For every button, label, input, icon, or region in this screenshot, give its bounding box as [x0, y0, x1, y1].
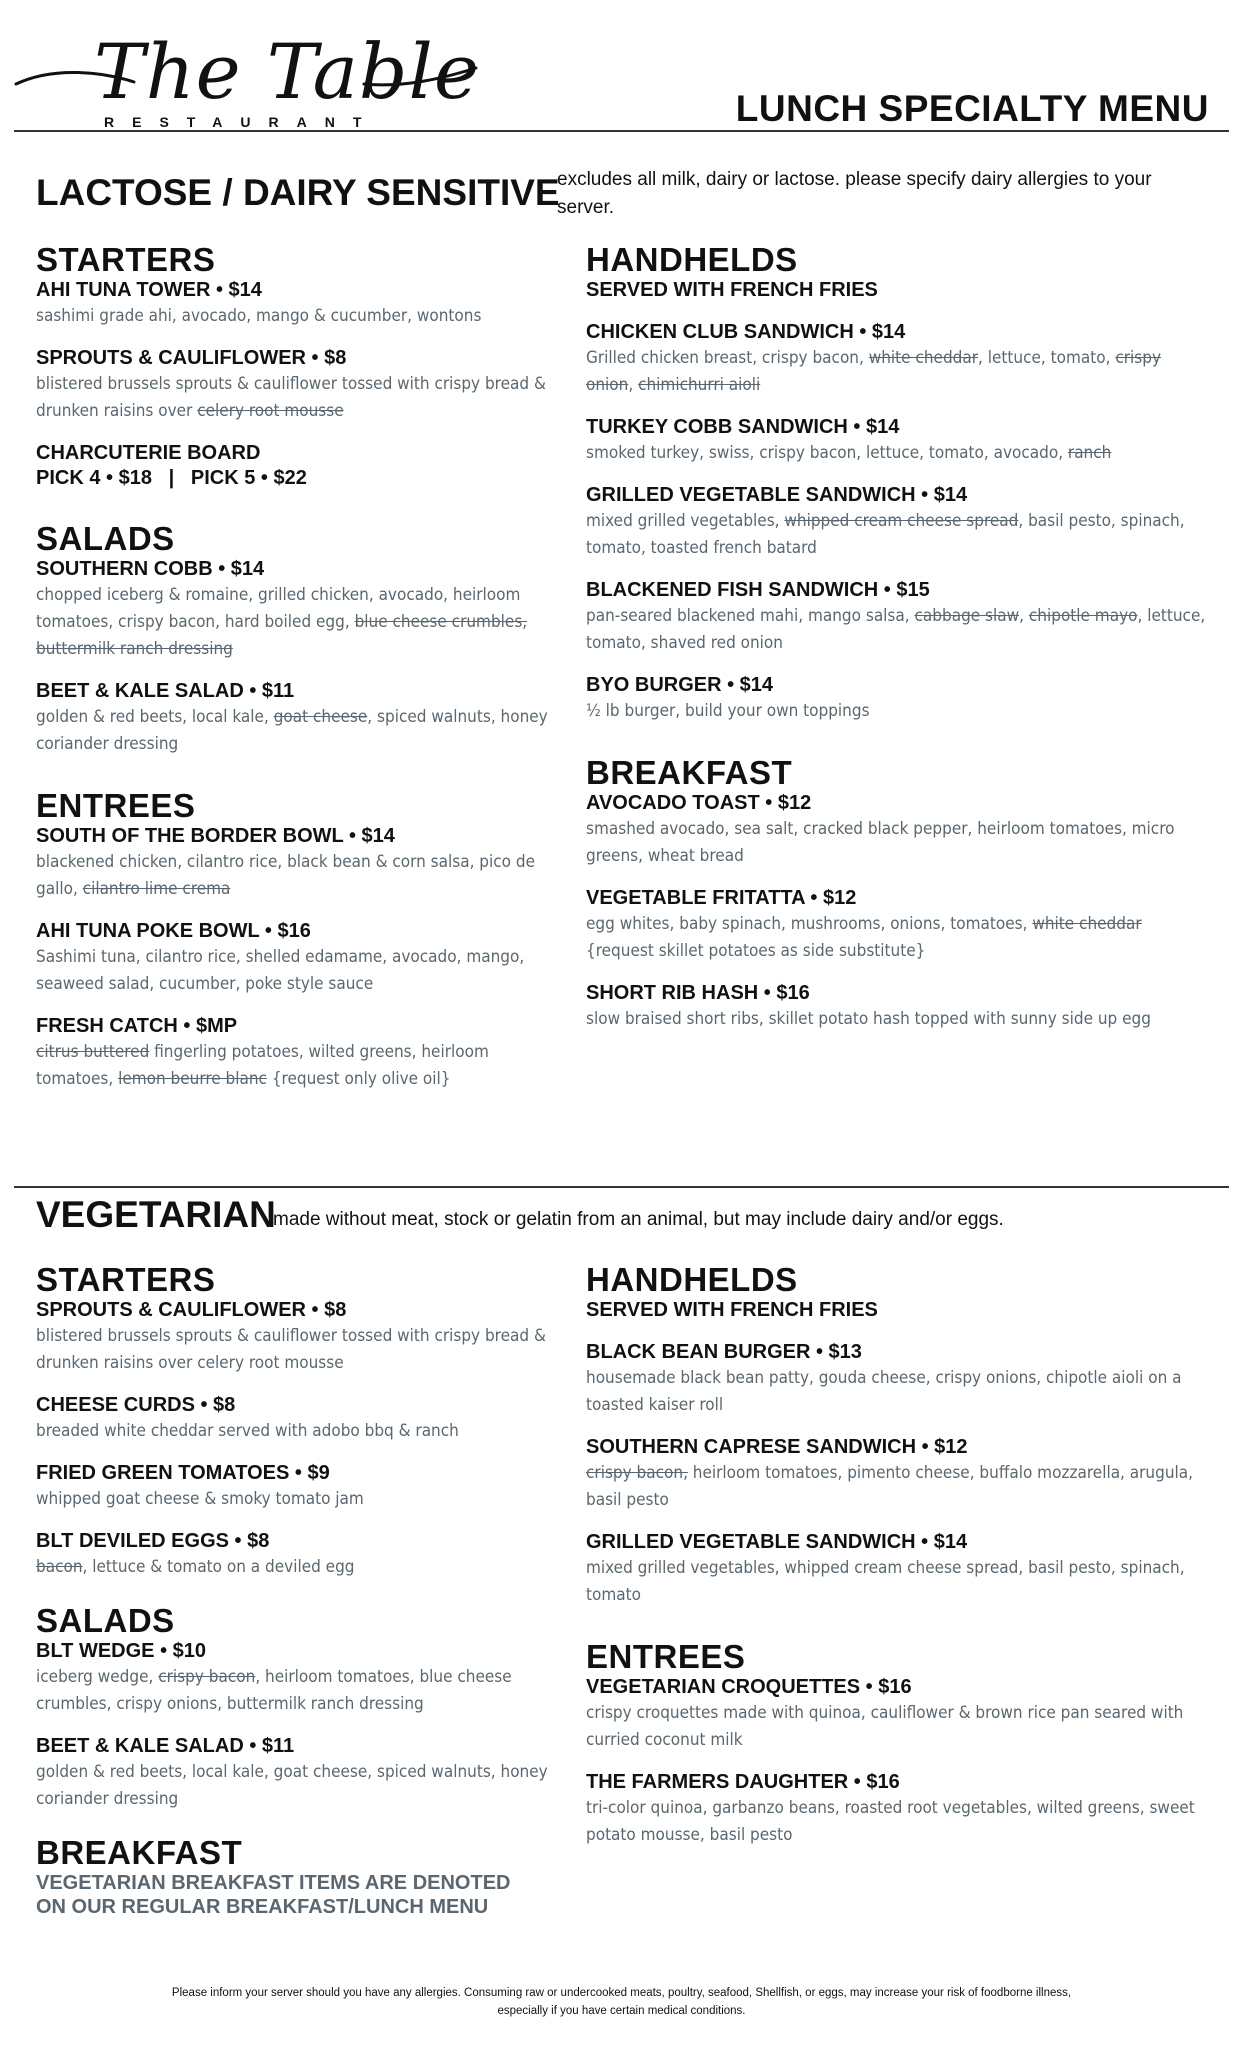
- menu-item: [586, 578, 1206, 657]
- dairy-salads-list: [36, 557, 556, 758]
- menu-item-description: [36, 944, 556, 998]
- menu-item-description: [586, 816, 1206, 870]
- veg-salads-list: [36, 1639, 556, 1813]
- description-text: tri-color quinoa, garbanzo beans, roasted root vegetables, wilted greens, sweet potato mousse, basil pesto: [586, 1798, 1195, 1845]
- removed-ingredient: white cheddar: [868, 348, 979, 368]
- dairy-entrees-list: [36, 824, 556, 1093]
- menu-item: [586, 886, 1206, 965]
- dairy-left-column: [36, 242, 556, 1109]
- dairy-handhelds-title: HANDHELDS: [586, 241, 798, 278]
- menu-item: [36, 1529, 556, 1581]
- description-text: golden & red beets, local kale,: [36, 707, 274, 727]
- description-text: pan-seared blackened mahi, mango salsa,: [586, 606, 915, 626]
- removed-ingredient: goat cheese: [273, 707, 368, 727]
- veg-breakfast-subtitle: VEGETARIAN BREAKFAST ITEMS ARE DENOTED ON OUR REGULAR BREAKFAST/LUNCH MENU: [36, 1872, 511, 1918]
- dairy-handhelds-subtitle: SERVED WITH FRENCH FRIES: [586, 279, 878, 301]
- removed-ingredient: whipped cream cheese spread: [784, 511, 1019, 531]
- menu-item-description: [36, 582, 556, 663]
- description-text: egg whites, baby spinach, mushrooms, onions, tomatoes,: [586, 914, 1033, 934]
- dairy-handhelds-list: [586, 320, 1206, 725]
- menu-item: [586, 673, 1206, 725]
- menu-item-description: [586, 698, 1206, 725]
- menu-item-name: BLT WEDGE • $10: [36, 1640, 206, 1662]
- removed-ingredient: crispy bacon: [158, 1667, 256, 1687]
- menu-item-description: [36, 1664, 556, 1718]
- removed-ingredient: citrus buttered: [36, 1042, 150, 1062]
- menu-item-name: SOUTHERN COBB • $14: [36, 558, 265, 580]
- menu-item-name: GRILLED VEGETABLE SANDWICH • $14: [586, 484, 968, 506]
- dairy-entrees-title: ENTREES: [36, 787, 196, 824]
- menu-item: [36, 1298, 556, 1377]
- menu-item: [586, 1675, 1206, 1754]
- description-text: whipped goat cheese & smoky tomato jam: [36, 1489, 364, 1509]
- menu-item-description: [36, 849, 556, 903]
- menu-item: [36, 278, 556, 330]
- menu-item-description: [36, 1418, 556, 1445]
- menu-item-pricing: PICK 4 • $18 | PICK 5 • $22: [36, 467, 307, 489]
- dairy-breakfast-list: [586, 791, 1206, 1033]
- allergy-disclaimer: [0, 1984, 1243, 2020]
- menu-item-description: [586, 603, 1206, 657]
- menu-item-name: AHI TUNA POKE BOWL • $16: [36, 920, 311, 942]
- disclaimer-line-2: especially if you have certain medical conditions.: [497, 2005, 746, 2017]
- removed-ingredient: celery root mousse: [197, 401, 344, 421]
- menu-item: [586, 1435, 1206, 1514]
- section-divider: [14, 1186, 1229, 1188]
- description-text: blackened chicken, cilantro rice, black bean & corn salsa, pico de gallo,: [36, 852, 536, 899]
- menu-item: [36, 557, 556, 663]
- menu-item-name: SOUTHERN CAPRESE SANDWICH • $12: [586, 1436, 968, 1458]
- description-text: smoked turkey, swiss, crispy bacon, lettuce, tomato, avocado,: [586, 443, 1068, 463]
- menu-item-name: BLACKENED FISH SANDWICH • $15: [586, 579, 930, 601]
- description-text: , lettuce & tomato on a deviled egg: [82, 1557, 355, 1577]
- menu-item-name: SOUTH OF THE BORDER BOWL • $14: [36, 825, 395, 847]
- dairy-section-note: excludes all milk, dairy or lactose. please specify dairy allergies to your server.: [557, 169, 1152, 218]
- removed-ingredient: chimichurri aioli: [638, 375, 761, 395]
- logo-subtitle: RESTAURANT: [104, 114, 380, 130]
- veg-entrees-title: ENTREES: [586, 1638, 746, 1675]
- description-text: ,: [1019, 606, 1029, 626]
- description-text: Sashimi tuna, cilantro rice, shelled edamame, avocado, mango, seaweed salad, cucumber, poke style sauce: [36, 947, 525, 994]
- menu-item: [586, 1530, 1206, 1609]
- description-text: blistered brussels sprouts & cauliflower tossed with crispy bread & drunken raisins over celery root mousse: [36, 1326, 546, 1373]
- menu-item: [36, 1734, 556, 1813]
- menu-item-description: [36, 371, 556, 425]
- description-text: smashed avocado, sea salt, cracked black pepper, heirloom tomatoes, micro greens, wheat bread: [586, 819, 1175, 866]
- menu-item-name: TURKEY COBB SANDWICH • $14: [586, 416, 900, 438]
- dairy-salads-title: SALADS: [36, 520, 175, 557]
- description-text: , lettuce, tomato,: [978, 348, 1116, 368]
- veg-entrees-list: [586, 1675, 1206, 1849]
- menu-item-description: [586, 440, 1206, 467]
- description-text: golden & red beets, local kale, goat cheese, spiced walnuts, honey coriander dressing: [36, 1762, 548, 1809]
- menu-item-name: VEGETABLE FRITATTA • $12: [586, 887, 857, 909]
- description-text: housemade black bean patty, gouda cheese, crispy onions, chipotle aioli on a toasted kaiser roll: [586, 1368, 1182, 1415]
- menu-item-description: [36, 1039, 556, 1093]
- disclaimer-line-1: Please inform your server should you have any allergies. Consuming raw or undercooked meats, poultry, seafood, Shellfish, or eggs, may increase your risk of foodborne illness,: [171, 1987, 1072, 1999]
- logo-title: The Table: [94, 27, 480, 116]
- menu-item-name: BLACK BEAN BURGER • $13: [586, 1341, 862, 1363]
- removed-ingredient: cilantro lime crema: [82, 879, 231, 899]
- menu-item: [36, 824, 556, 903]
- restaurant-logo: [14, 26, 484, 136]
- menu-item: [36, 919, 556, 998]
- veg-breakfast-title: BREAKFAST: [36, 1834, 243, 1871]
- removed-ingredient: bacon: [36, 1557, 83, 1577]
- description-text: , lettuce, tomato, shaved red onion: [586, 606, 1206, 653]
- veg-starters-list: [36, 1298, 556, 1581]
- menu-item: [586, 791, 1206, 870]
- menu-item-description: [586, 508, 1206, 562]
- menu-item: [36, 1639, 556, 1718]
- description-text: breaded white cheddar served with adobo bbq & ranch: [36, 1421, 459, 1441]
- menu-item-name: FRESH CATCH • $MP: [36, 1015, 238, 1037]
- dairy-starters-list: [36, 278, 556, 491]
- menu-item-name: SPROUTS & CAULIFLOWER • $8: [36, 1299, 347, 1321]
- menu-item-description: [586, 1460, 1206, 1514]
- menu-item-description: [586, 1700, 1206, 1754]
- veg-handhelds-title: HANDHELDS: [586, 1261, 798, 1298]
- veg-salads-title: SALADS: [36, 1602, 175, 1639]
- menu-item-description: [586, 911, 1206, 965]
- removed-ingredient: chipotle mayo: [1028, 606, 1138, 626]
- dairy-section-title: LACTOSE / DAIRY SENSITIVE: [36, 172, 560, 213]
- menu-item: [36, 1014, 556, 1093]
- menu-item-description: [586, 1006, 1206, 1033]
- removed-ingredient: crispy bacon,: [586, 1463, 688, 1483]
- menu-item-name: BYO BURGER • $14: [586, 674, 774, 696]
- description-text: heirloom tomatoes, pimento cheese, buffalo mozzarella, arugula, basil pesto: [586, 1463, 1194, 1510]
- menu-item: [586, 981, 1206, 1033]
- menu-item: [36, 1461, 556, 1513]
- menu-item-description: [36, 704, 556, 758]
- description-text: blistered brussels sprouts & cauliflower tossed with crispy bread & drunken raisins over: [36, 374, 546, 421]
- menu-item-description: [36, 1554, 556, 1581]
- menu-item-description: [586, 1795, 1206, 1849]
- menu-item: [36, 441, 556, 491]
- description-text: fingerling potatoes, wilted greens, heirloom tomatoes,: [36, 1042, 489, 1089]
- description-text: {request skillet potatoes as side substitute}: [586, 941, 926, 961]
- description-text: mixed grilled vegetables, whipped cream cheese spread, basil pesto, spinach, tomato: [586, 1558, 1185, 1605]
- menu-item-name: SHORT RIB HASH • $16: [586, 982, 810, 1004]
- removed-ingredient: blue cheese crumbles, buttermilk ranch dressing: [36, 612, 528, 659]
- removed-ingredient: cabbage slaw: [914, 606, 1020, 626]
- menu-item: [36, 1393, 556, 1445]
- description-text: iceberg wedge,: [36, 1667, 159, 1687]
- menu-item-description: [586, 1555, 1206, 1609]
- description-text: mixed grilled vegetables,: [586, 511, 785, 531]
- description-text: Grilled chicken breast, crispy bacon,: [586, 348, 869, 368]
- removed-ingredient: lemon beurre blanc: [118, 1069, 267, 1089]
- menu-item: [586, 1340, 1206, 1419]
- menu-item-description: [586, 1365, 1206, 1419]
- menu-item: [586, 1770, 1206, 1849]
- menu-item-name: CHARCUTERIE BOARD: [36, 442, 261, 464]
- menu-item: [36, 679, 556, 758]
- description-text: slow braised short ribs, skillet potato hash topped with sunny side up egg: [586, 1009, 1151, 1029]
- menu-item-name: BEET & KALE SALAD • $11: [36, 1735, 295, 1757]
- menu-item-description: [36, 1323, 556, 1377]
- menu-item: [586, 415, 1206, 467]
- description-text: ½ lb burger, build your own toppings: [586, 701, 870, 721]
- menu-item-name: GRILLED VEGETABLE SANDWICH • $14: [586, 1531, 968, 1553]
- dairy-right-column: [586, 242, 1206, 1049]
- menu-item: [586, 320, 1206, 399]
- dairy-starters-title: STARTERS: [36, 241, 216, 278]
- removed-ingredient: ranch: [1067, 443, 1112, 463]
- removed-ingredient: crispy onion: [586, 348, 1161, 395]
- menu-item-name: BLT DEVILED EGGS • $8: [36, 1530, 270, 1552]
- menu-item-name: AHI TUNA TOWER • $14: [36, 279, 262, 301]
- menu-item-name: FRIED GREEN TOMATOES • $9: [36, 1462, 330, 1484]
- menu-item-name: AVOCADO TOAST • $12: [586, 792, 812, 814]
- menu-item-name: VEGETARIAN CROQUETTES • $16: [586, 1676, 912, 1698]
- description-text: sashimi grade ahi, avocado, mango & cucumber, wontons: [36, 306, 482, 326]
- menu-item-description: [586, 345, 1206, 399]
- menu-item-name: SPROUTS & CAULIFLOWER • $8: [36, 347, 347, 369]
- description-text: , spiced walnuts, honey coriander dressing: [36, 707, 548, 754]
- veg-right-column: [586, 1262, 1206, 1865]
- menu-item-description: [36, 1486, 556, 1513]
- description-text: , basil pesto, spinach, tomato, toasted french batard: [586, 511, 1185, 558]
- menu-item: [586, 483, 1206, 562]
- description-text: ,: [628, 375, 639, 395]
- veg-left-column: [36, 1262, 556, 1937]
- veg-section-note: made without meat, stock or gelatin from an animal, but may include dairy and/or eggs.: [273, 1209, 1004, 1230]
- menu-item: [36, 346, 556, 425]
- menu-item-name: THE FARMERS DAUGHTER • $16: [586, 1771, 900, 1793]
- menu-item-description: [36, 1759, 556, 1813]
- description-text: {request only olive oil}: [266, 1069, 451, 1089]
- menu-item-description: [36, 303, 556, 330]
- menu-title: LUNCH SPECIALTY MENU: [735, 88, 1209, 129]
- veg-handhelds-subtitle: SERVED WITH FRENCH FRIES: [586, 1299, 878, 1321]
- menu-item-name: BEET & KALE SALAD • $11: [36, 680, 295, 702]
- description-text: , heirloom tomatoes, blue cheese crumbles, crispy onions, buttermilk ranch dressing: [36, 1667, 512, 1714]
- menu-item-name: CHEESE CURDS • $8: [36, 1394, 236, 1416]
- dairy-breakfast-title: BREAKFAST: [586, 754, 793, 791]
- header-divider: [14, 130, 1229, 132]
- description-text: chopped iceberg & romaine, grilled chicken, avocado, heirloom tomatoes, crispy bacon, hard boiled egg,: [36, 585, 521, 632]
- veg-starters-title: STARTERS: [36, 1261, 216, 1298]
- description-text: crispy croquettes made with quinoa, cauliflower & brown rice pan seared with curried coconut milk: [586, 1703, 1184, 1750]
- veg-handhelds-list: [586, 1340, 1206, 1609]
- menu-item-name: CHICKEN CLUB SANDWICH • $14: [586, 321, 906, 343]
- removed-ingredient: white cheddar: [1032, 914, 1142, 934]
- veg-section-title: VEGETARIAN: [36, 1194, 276, 1235]
